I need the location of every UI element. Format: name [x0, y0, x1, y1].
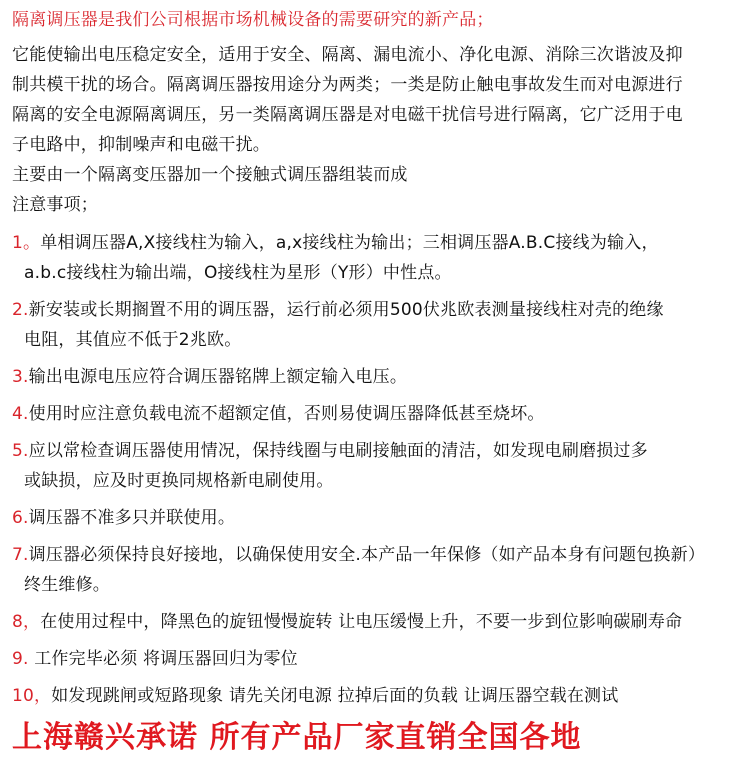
description-line: 制共模干扰的场合。隔离调压器按用途分为两类；一类是防止触电事故发生而对电源进行	[12, 75, 683, 95]
notice-number: 10，	[12, 686, 52, 706]
composition-line: 主要由一个隔离变压器加一个接触式调压器组装而成	[12, 165, 408, 185]
notice-text-continued: 电阻，其值应不低于2兆欧。	[24, 330, 242, 350]
notice-text-continued: 终生维修。	[24, 575, 110, 595]
notice-text-continued: a.b.c接线柱为输出端，O接线柱为星形（Y形）中性点。	[24, 263, 452, 283]
notice-number: 2.	[12, 300, 29, 320]
notice-text: 新安装或长期搁置不用的调压器，运行前必须用500伏兆欧表测量接线柱对壳的绝缘	[28, 300, 664, 320]
description-paragraph	[12, 40, 740, 220]
notice-number: 1。	[12, 233, 41, 253]
notice-text: 调压器必须保持良好接地，以确保使用安全.本产品一年保修（如产品本身有问题包换新）	[28, 545, 706, 565]
notice-text: 使用时应注意负载电流不超额定值，否则易使调压器降低甚至烧坏。	[28, 404, 545, 424]
notice-item	[12, 399, 740, 429]
notice-item	[12, 295, 740, 355]
notice-text: 工作完毕必须 将调压器回归为零位	[34, 649, 298, 669]
notice-item	[12, 228, 740, 288]
notice-item	[12, 362, 740, 392]
notice-item	[12, 436, 740, 496]
notice-text: 输出电源电压应符合调压器铭牌上额定输入电压。	[28, 367, 408, 387]
notice-number: 7.	[12, 545, 29, 565]
notice-list	[12, 228, 740, 711]
notice-text: 调压器不准多只并联使用。	[28, 508, 236, 528]
notice-number: 9.	[12, 649, 35, 669]
intro-title: 隔离调压器是我们公司根据市场机械设备的需要研究的新产品；	[12, 10, 494, 30]
notice-text: 在使用过程中，降黑色的旋钮慢慢旋转 让电压缓慢上升，不要一步到位影响碳刷寿命	[40, 612, 683, 632]
notice-item	[12, 607, 740, 637]
notice-number: 6.	[12, 508, 29, 528]
notice-item	[12, 644, 740, 674]
notice-item	[12, 503, 740, 533]
notice-text-continued: 或缺损，应及时更换同规格新电刷使用。	[24, 471, 334, 491]
description-line: 隔离的安全电源隔离调压，另一类隔离调压器是对电磁干扰信号进行隔离，它广泛用于电	[12, 105, 683, 125]
notice-number: 3.	[12, 367, 29, 387]
notice-text: 如发现跳闸或短路现象 请先关闭电源 拉掉后面的负载 让调压器空载在测试	[51, 686, 619, 706]
description-line: 子电路中，抑制噪声和电磁干扰。	[12, 135, 270, 155]
notice-item	[12, 540, 740, 600]
notice-number: 8，	[12, 612, 41, 632]
description-line: 它能使输出电压稳定安全，适用于安全、隔离、漏电流小、净化电源、消除三次谐波及抑	[12, 45, 683, 65]
notice-text: 应以常检查调压器使用情况，保持线圈与电刷接触面的清洁，如发现电刷磨损过多	[28, 441, 648, 461]
notice-number: 5.	[12, 441, 29, 461]
notice-text: 单相调压器A,X接线柱为输入，a,x接线柱为输出；三相调压器A.B.C接线为输入，	[40, 233, 659, 253]
notice-heading: 注意事项；	[12, 195, 98, 215]
notice-number: 4.	[12, 404, 29, 424]
notice-item	[12, 681, 740, 711]
closing-slogan: 上海赣兴承诺 所有产品厂家直销全国各地	[12, 720, 582, 755]
